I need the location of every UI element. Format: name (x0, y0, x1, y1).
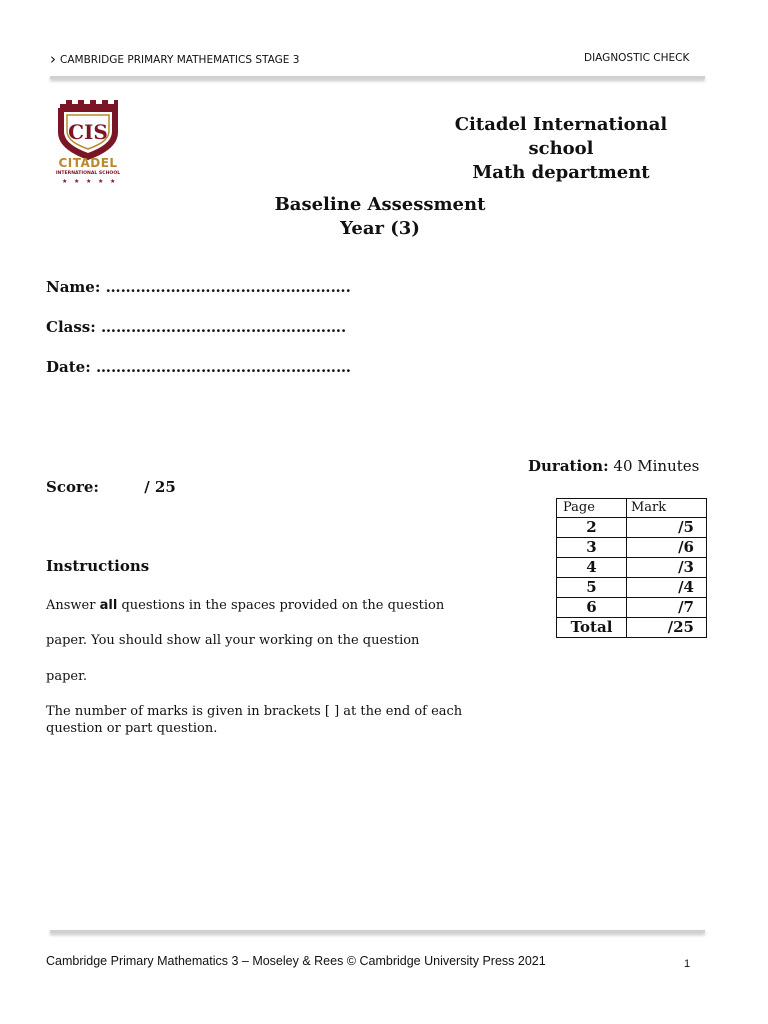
emphasis-all: all (99, 598, 118, 613)
assessment-title (230, 193, 530, 241)
svg-text:★: ★ (74, 178, 80, 185)
series-title: CAMBRIDGE PRIMARY MATHEMATICS STAGE 3 (60, 53, 300, 66)
mark-cell: /6 (627, 538, 707, 558)
header-mark: Mark (627, 499, 707, 518)
duration (528, 457, 699, 475)
page-cell: 2 (557, 518, 627, 538)
school-logo (52, 96, 124, 186)
table-row (557, 518, 707, 538)
year-label: Year (3) (340, 218, 420, 239)
instructions-line-3: paper. (46, 669, 88, 684)
assessment-name: Baseline Assessment (274, 194, 486, 215)
footer-divider (50, 930, 705, 933)
class-field[interactable]: Class: …………………………………………. (46, 318, 347, 336)
table-row (557, 578, 707, 598)
logo-monogram: CIS (68, 120, 108, 144)
mark-cell: /5 (627, 518, 707, 538)
logo-stars (62, 178, 115, 185)
header-page: Page (557, 499, 627, 518)
page-cell: 5 (557, 578, 627, 598)
running-header-right: DIAGNOSTIC CHECK (584, 52, 690, 64)
duration-value: 40 Minutes (613, 457, 700, 475)
school-name: Citadel International school (454, 114, 668, 159)
table-row (557, 598, 707, 618)
logo-subtitle: INTERNATIONAL SCHOOL (55, 171, 121, 176)
running-header-left (50, 52, 299, 67)
instructions-line-1: Answer all questions in the spaces provided on the question (46, 598, 445, 613)
page-cell: 6 (557, 598, 627, 618)
name-field[interactable]: Name: …………………………………………. (46, 278, 351, 296)
page-cell: 4 (557, 558, 627, 578)
mark-cell: /4 (627, 578, 707, 598)
header-divider (50, 76, 705, 79)
total-mark-cell: /25 (627, 618, 707, 638)
score-label: Score: (46, 478, 99, 496)
svg-text:★: ★ (98, 178, 104, 185)
score (46, 478, 176, 496)
total-label-cell: Total (557, 618, 627, 638)
score-max: / 25 (144, 478, 176, 496)
marks-table (556, 498, 707, 638)
school-heading (420, 113, 702, 185)
page-number: 1 (684, 958, 691, 970)
svg-text:★: ★ (86, 178, 92, 185)
logo-name: CITADEL (58, 156, 118, 170)
duration-label: Duration: (528, 457, 609, 475)
instructions-line-2: paper. You should show all your working on the question (46, 633, 420, 648)
svg-text:★: ★ (110, 178, 116, 185)
instructions-heading: Instructions (46, 557, 150, 575)
department-name: Math department (472, 162, 650, 183)
table-header-row (557, 499, 707, 518)
mark-cell: /3 (627, 558, 707, 578)
footer-copyright: Cambridge Primary Mathematics 3 – Moseley & Rees © Cambridge University Press 2021 (46, 954, 546, 968)
date-field[interactable]: Date: …………………………………………… (46, 358, 351, 376)
svg-text:★: ★ (62, 178, 68, 185)
mark-cell: /7 (627, 598, 707, 618)
chevron-right-icon: › (50, 50, 56, 68)
page-cell: 3 (557, 538, 627, 558)
table-total-row (557, 618, 707, 638)
table-row (557, 558, 707, 578)
instructions-marks-note: The number of marks is given in brackets [ ] at the end of each question or part question. (46, 704, 463, 736)
table-row (557, 538, 707, 558)
